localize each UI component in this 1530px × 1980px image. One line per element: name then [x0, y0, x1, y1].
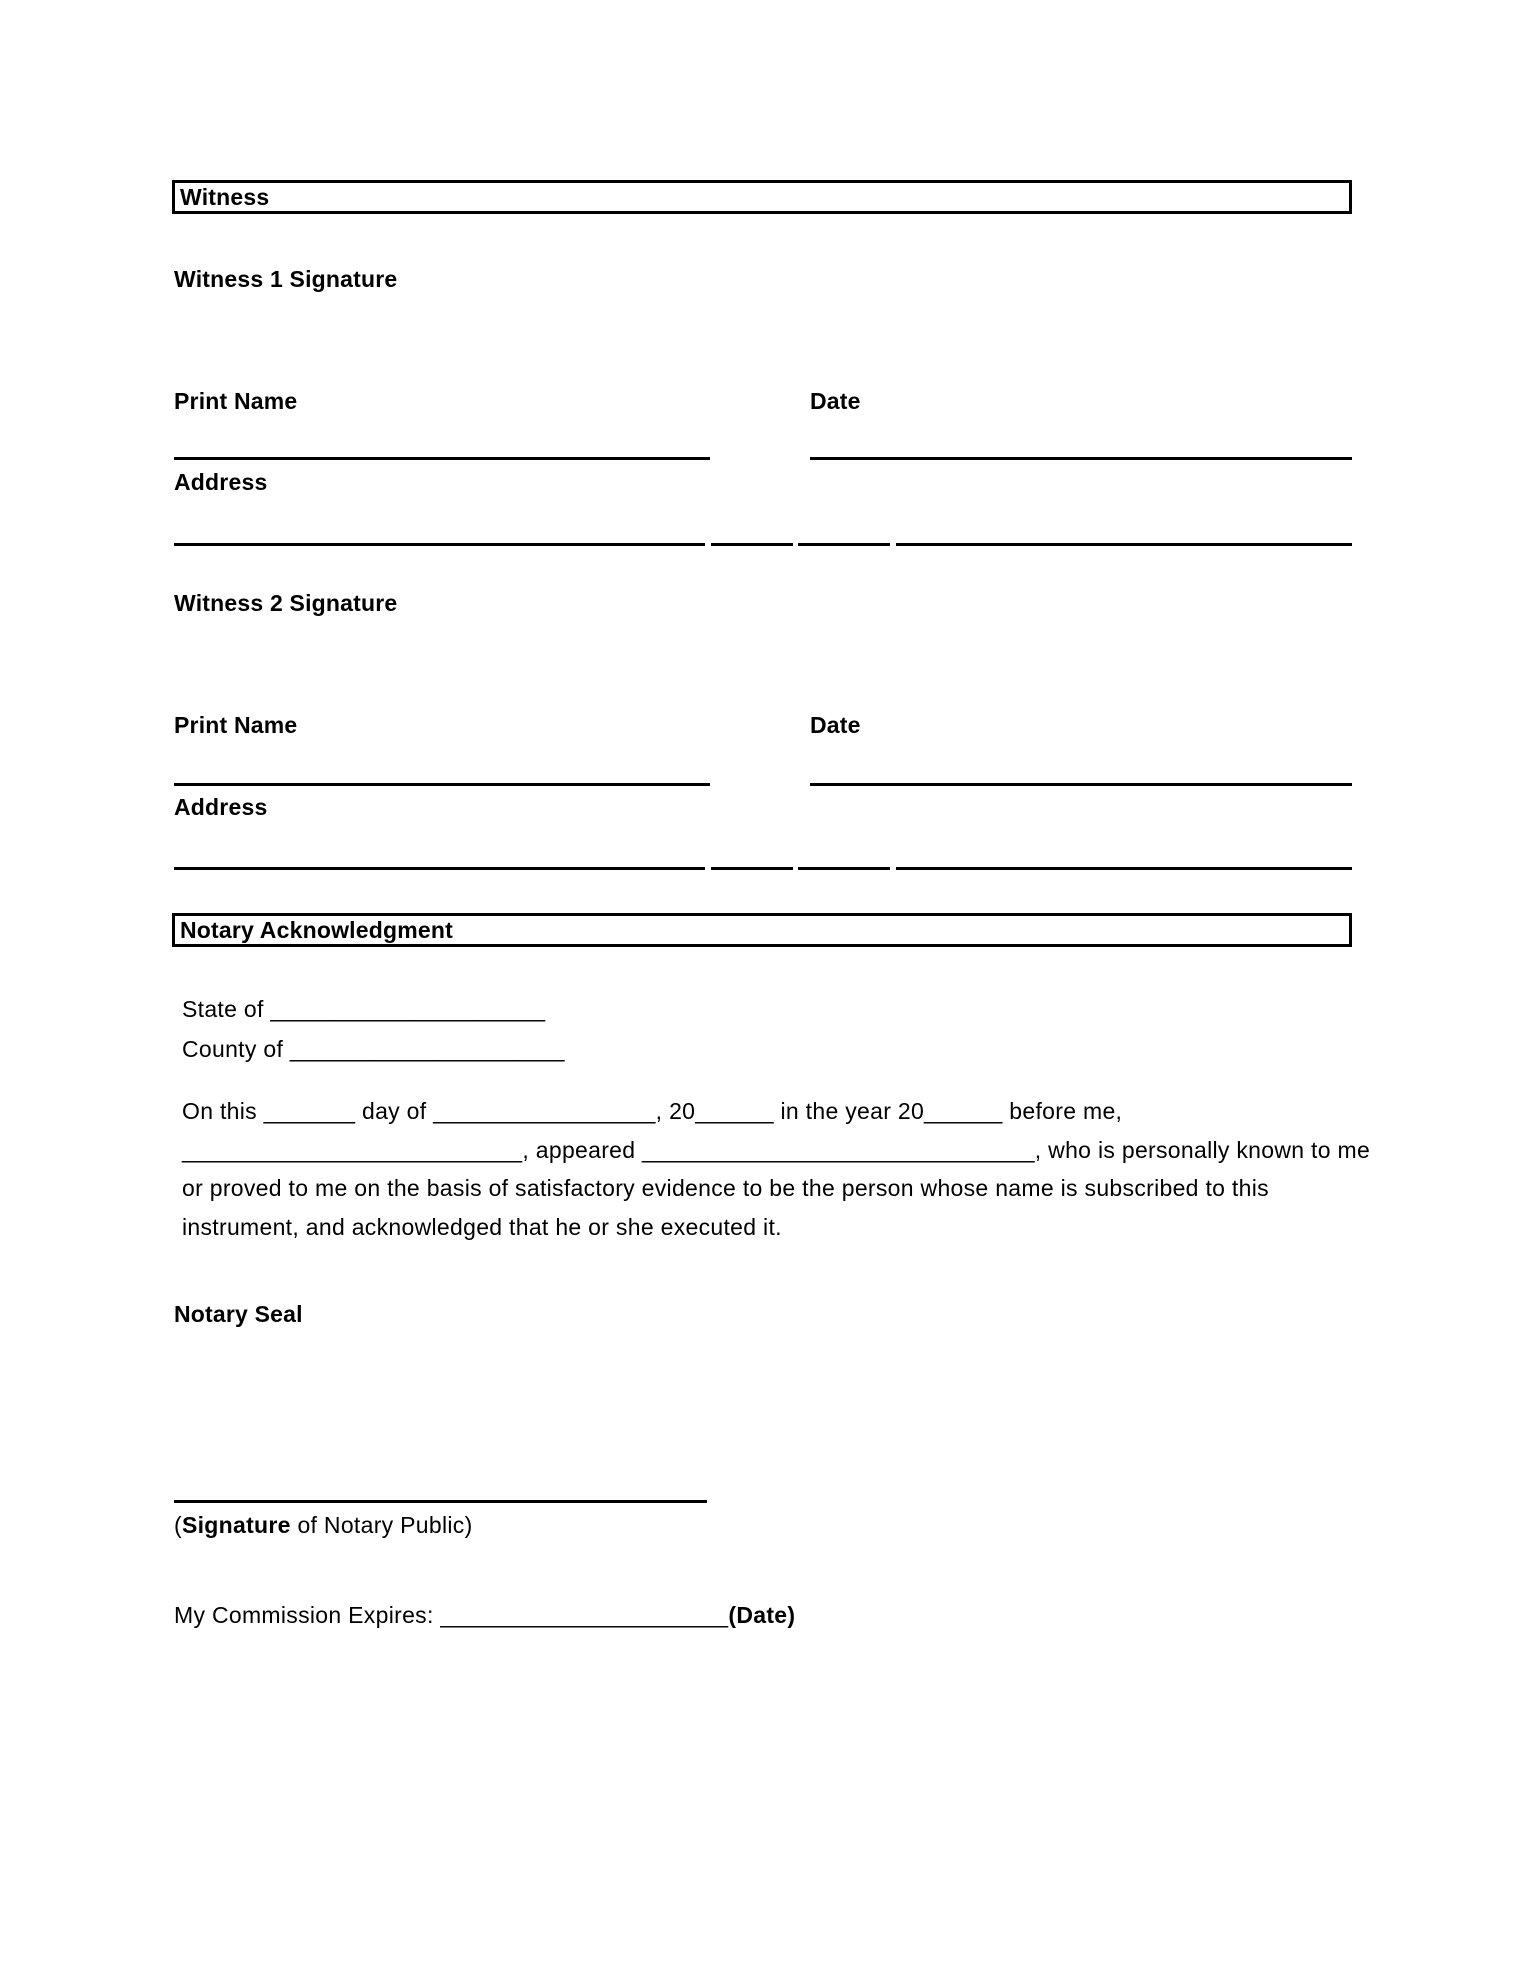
witness-section-title: Witness — [180, 183, 270, 210]
notary-acknowledgment-paragraph — [182, 1092, 1382, 1246]
witness2-address-field-short2[interactable] — [798, 867, 890, 870]
notary-signature-caption — [174, 1512, 473, 1538]
witness1-address-field-short2[interactable] — [798, 543, 890, 546]
notary-section-title: Notary Acknowledgment — [180, 916, 454, 943]
notary-signature-caption-rest: of Notary Public) — [290, 1512, 473, 1538]
witness2-date-label: Date — [810, 712, 861, 738]
witness2-print-name-label: Print Name — [174, 712, 298, 738]
notary-signature-caption-open-paren: ( — [174, 1512, 182, 1538]
witness2-address-field-city[interactable] — [896, 867, 1352, 870]
witness1-print-name-label: Print Name — [174, 388, 298, 414]
witness1-date-field[interactable] — [810, 457, 1352, 460]
notary-section-header — [172, 913, 1352, 947]
notary-county-line[interactable]: County of _____________________ — [182, 1036, 565, 1062]
witness2-address-field-street[interactable] — [174, 867, 705, 870]
witness1-address-field-city[interactable] — [896, 543, 1352, 546]
witness1-signature-label: Witness 1 Signature — [174, 266, 398, 292]
witness-section-header — [172, 180, 1352, 214]
commission-expires-date-field[interactable]: ______________________ — [440, 1602, 729, 1628]
witness1-print-name-field[interactable] — [174, 457, 710, 460]
notary-paragraph-line-2: __________________________, appeared ______________________________, who is personally known to me — [182, 1136, 1371, 1163]
notary-seal-label: Notary Seal — [174, 1301, 303, 1327]
witness2-date-field[interactable] — [810, 783, 1352, 786]
notary-state-line[interactable]: State of _____________________ — [182, 996, 546, 1022]
witness1-address-field-short1[interactable] — [711, 543, 793, 546]
witness1-date-label: Date — [810, 388, 861, 414]
notary-paragraph-line-3: or proved to me on the basis of satisfactory evidence to be the person whose name is subscribed to this — [182, 1175, 1269, 1202]
witness2-signature-label: Witness 2 Signature — [174, 590, 398, 616]
notary-signature-field[interactable] — [174, 1500, 707, 1503]
notary-signature-caption-bold: Signature — [181, 1512, 291, 1538]
witness2-address-label: Address — [174, 794, 268, 820]
notary-paragraph-line-1: On this _______ day of _________________, 20______ in the year 20______ before me, — [182, 1098, 1123, 1124]
commission-expires-line — [174, 1602, 795, 1628]
commission-expires-date-caption: (Date) — [728, 1602, 796, 1628]
witness1-address-label: Address — [174, 469, 268, 495]
notary-paragraph-line-4: instrument, and acknowledged that he or she executed it. — [182, 1213, 782, 1240]
witness2-print-name-field[interactable] — [174, 783, 710, 786]
witness2-address-field-short1[interactable] — [711, 867, 793, 870]
commission-expires-label: My Commission Expires: — [174, 1602, 441, 1628]
witness1-address-field-street[interactable] — [174, 543, 705, 546]
